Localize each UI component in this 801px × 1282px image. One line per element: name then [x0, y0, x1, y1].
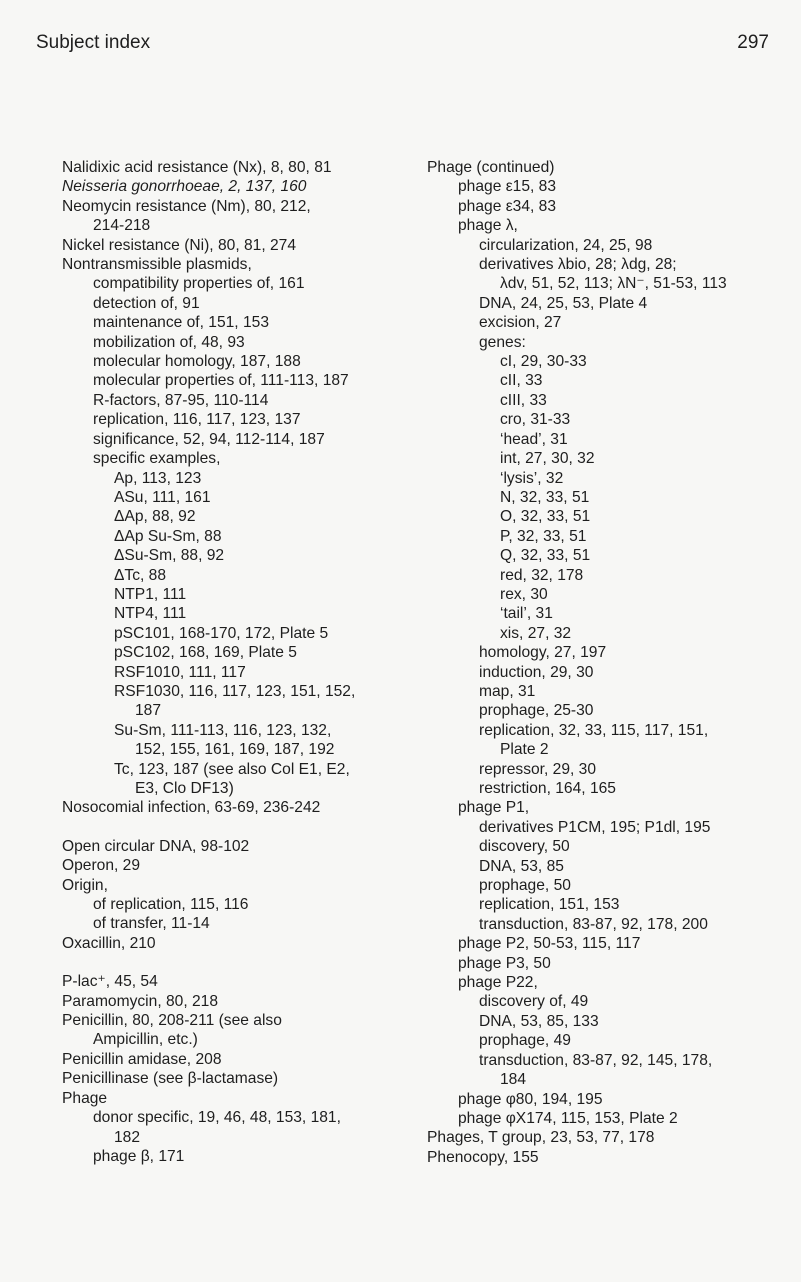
index-entry: Penicillinase (see β-lactamase): [62, 1070, 279, 1088]
index-entry: Open circular DNA, 98-102: [62, 837, 250, 855]
entry-spacer: [62, 818, 432, 837]
index-entry: transduction, 83-87, 92, 145, 178,: [479, 1051, 713, 1069]
index-entry: donor specific, 19, 46, 48, 153, 181,: [93, 1109, 341, 1127]
index-entry: O, 32, 33, 51: [500, 508, 591, 526]
index-entry: P-lac⁺, 45, 54: [62, 973, 158, 991]
index-entry: cro, 31-33: [500, 411, 571, 429]
index-entry: ΔSu-Sm, 88, 92: [114, 547, 225, 565]
index-entry: cII, 33: [500, 372, 543, 390]
index-entry: circularization, 24, 25, 98: [479, 236, 653, 254]
index-column-right: [427, 158, 787, 1167]
index-entry: Nosocomial infection, 63-69, 236-242: [62, 799, 321, 817]
index-entry: phage ε15, 83: [458, 178, 557, 196]
index-entry: DNA, 53, 85: [479, 857, 564, 875]
index-entry: of replication, 115, 116: [93, 896, 249, 914]
index-entry: E3, Clo DF13): [135, 780, 234, 797]
index-entry: discovery, 50: [479, 838, 570, 856]
index-entry: replication, 116, 117, 123, 137: [93, 411, 301, 429]
index-entry: phage ε34, 83: [458, 197, 557, 215]
index-entry: ‘tail’, 31: [500, 605, 553, 623]
index-entry: phage φ80, 194, 195: [458, 1090, 603, 1108]
index-entry: Penicillin amidase, 208: [62, 1050, 222, 1068]
index-entry: Nalidixic acid resistance (Nx), 8, 80, 81: [62, 159, 332, 176]
index-entry: excision, 27: [479, 314, 562, 332]
index-entry: derivatives λbio, 28; λdg, 28;: [479, 256, 677, 274]
index-entry: homology, 27, 197: [479, 644, 607, 662]
index-entry: RSF1010, 111, 117: [114, 663, 246, 681]
index-entry: Plate 2: [500, 741, 549, 759]
index-entry: transduction, 83-87, 92, 178, 200: [479, 915, 708, 933]
index-entry: ASu, 111, 161: [114, 488, 211, 506]
index-entry: prophage, 49: [479, 1032, 571, 1050]
index-entry: Ap, 113, 123: [114, 469, 202, 487]
index-entry: rex, 30: [500, 585, 548, 603]
index-entry: NTP1, 111: [114, 585, 187, 603]
index-entry: Phage (continued): [427, 159, 555, 176]
index-entry: λdv, 51, 52, 113; λN⁻, 51-53, 113: [500, 275, 727, 293]
index-entry: significance, 52, 94, 112-114, 187: [93, 430, 325, 448]
index-entry: 152, 155, 161, 169, 187, 192: [135, 741, 335, 759]
index-entry: phage λ,: [458, 217, 518, 235]
index-entry: Su-Sm, 111-113, 116, 123, 132,: [114, 721, 332, 739]
index-entry: Nickel resistance (Ni), 80, 81, 274: [62, 236, 297, 254]
index-entry: replication, 32, 33, 115, 117, 151,: [479, 721, 709, 739]
index-entry: Q, 32, 33, 51: [500, 547, 591, 565]
index-entry: ΔTc, 88: [114, 566, 167, 584]
index-entry: xis, 27, 32: [500, 624, 572, 642]
index-entry: Phage: [62, 1089, 108, 1107]
page-header: [36, 32, 769, 54]
index-entry: ΔAp Su-Sm, 88: [114, 527, 222, 545]
index-entry: RSF1030, 116, 117, 123, 151, 152,: [114, 682, 356, 700]
index-entry: pSC102, 168, 169, Plate 5: [114, 644, 297, 662]
index-entry: 182: [114, 1128, 141, 1146]
index-entry: repressor, 29, 30: [479, 760, 597, 778]
index-entry: molecular homology, 187, 188: [93, 353, 301, 371]
index-entry: molecular properties of, 111-113, 187: [93, 372, 349, 390]
index-entry: ‘head’, 31: [500, 430, 568, 448]
index-entry: phage P22,: [458, 974, 538, 992]
running-title: Subject index: [36, 32, 151, 53]
index-entry: phage P2, 50-53, 115, 117: [458, 935, 641, 953]
index-entry: N, 32, 33, 51: [500, 488, 590, 506]
index-entry: 184: [500, 1071, 527, 1089]
index-entry: Phages, T group, 23, 53, 77, 178: [427, 1129, 655, 1147]
index-entry: ‘lysis’, 32: [500, 469, 564, 487]
index-entry: Neomycin resistance (Nm), 80, 212,: [62, 197, 311, 215]
index-entry: Paramomycin, 80, 218: [62, 992, 219, 1010]
index-entry: phage φX174, 115, 153, Plate 2: [458, 1109, 678, 1127]
index-entry: prophage, 50: [479, 877, 571, 895]
index-entry: map, 31: [479, 682, 536, 700]
index-entry: replication, 151, 153: [479, 896, 620, 914]
index-entry: red, 32, 178: [500, 566, 584, 584]
index-entry: derivatives P1CM, 195; P1dl, 195: [479, 818, 711, 836]
index-entry: phage P3, 50: [458, 954, 551, 972]
index-entry: ΔAp, 88, 92: [114, 508, 196, 526]
index-entry: cI, 29, 30-33: [500, 353, 587, 371]
index-entry: phage β, 171: [93, 1147, 185, 1165]
index-entry: NTP4, 111: [114, 605, 187, 623]
index-entry: Ampicillin, etc.): [93, 1031, 198, 1049]
index-entry: Neisseria gonorrhoeae, 2, 137, 160: [62, 178, 307, 196]
index-entry: phage P1,: [458, 799, 530, 817]
index-entry: prophage, 25-30: [479, 702, 594, 720]
index-entry: DNA, 53, 85, 133: [479, 1012, 599, 1030]
entry-spacer: [62, 953, 432, 972]
index-column-left: [62, 158, 432, 1166]
index-entry: Phenocopy, 155: [427, 1148, 539, 1166]
index-entry: Oxacillin, 210: [62, 934, 156, 952]
index-entry: induction, 29, 30: [479, 663, 594, 681]
index-entry: Nontransmissible plasmids,: [62, 256, 252, 274]
index-entry: pSC101, 168-170, 172, Plate 5: [114, 624, 329, 642]
index-entry: 187: [135, 702, 162, 720]
index-entry: specific examples,: [93, 450, 221, 468]
index-entry: Operon, 29: [62, 857, 141, 875]
index-entry: maintenance of, 151, 153: [93, 314, 269, 332]
index-entry: 214-218: [93, 217, 151, 235]
index-entry: Penicillin, 80, 208-211 (see also: [62, 1012, 282, 1030]
index-entry: DNA, 24, 25, 53, Plate 4: [479, 294, 648, 312]
index-entry: of transfer, 11-14: [93, 915, 210, 933]
index-entry: Tc, 123, 187 (see also Col E1, E2,: [114, 760, 350, 778]
index-entry: int, 27, 30, 32: [500, 450, 595, 468]
index-entry: Origin,: [62, 876, 108, 894]
index-entry: cIII, 33: [500, 391, 547, 409]
page-number: 297: [737, 32, 769, 53]
index-entry: mobilization of, 48, 93: [93, 333, 245, 351]
index-entry: P, 32, 33, 51: [500, 527, 587, 545]
index-entry: genes:: [479, 333, 526, 351]
index-entry: R-factors, 87-95, 110-114: [93, 391, 269, 409]
index-entry: discovery of, 49: [479, 993, 589, 1011]
index-entry: compatibility properties of, 161: [93, 275, 305, 293]
index-entry: detection of, 91: [93, 294, 200, 312]
index-entry: restriction, 164, 165: [479, 780, 616, 797]
